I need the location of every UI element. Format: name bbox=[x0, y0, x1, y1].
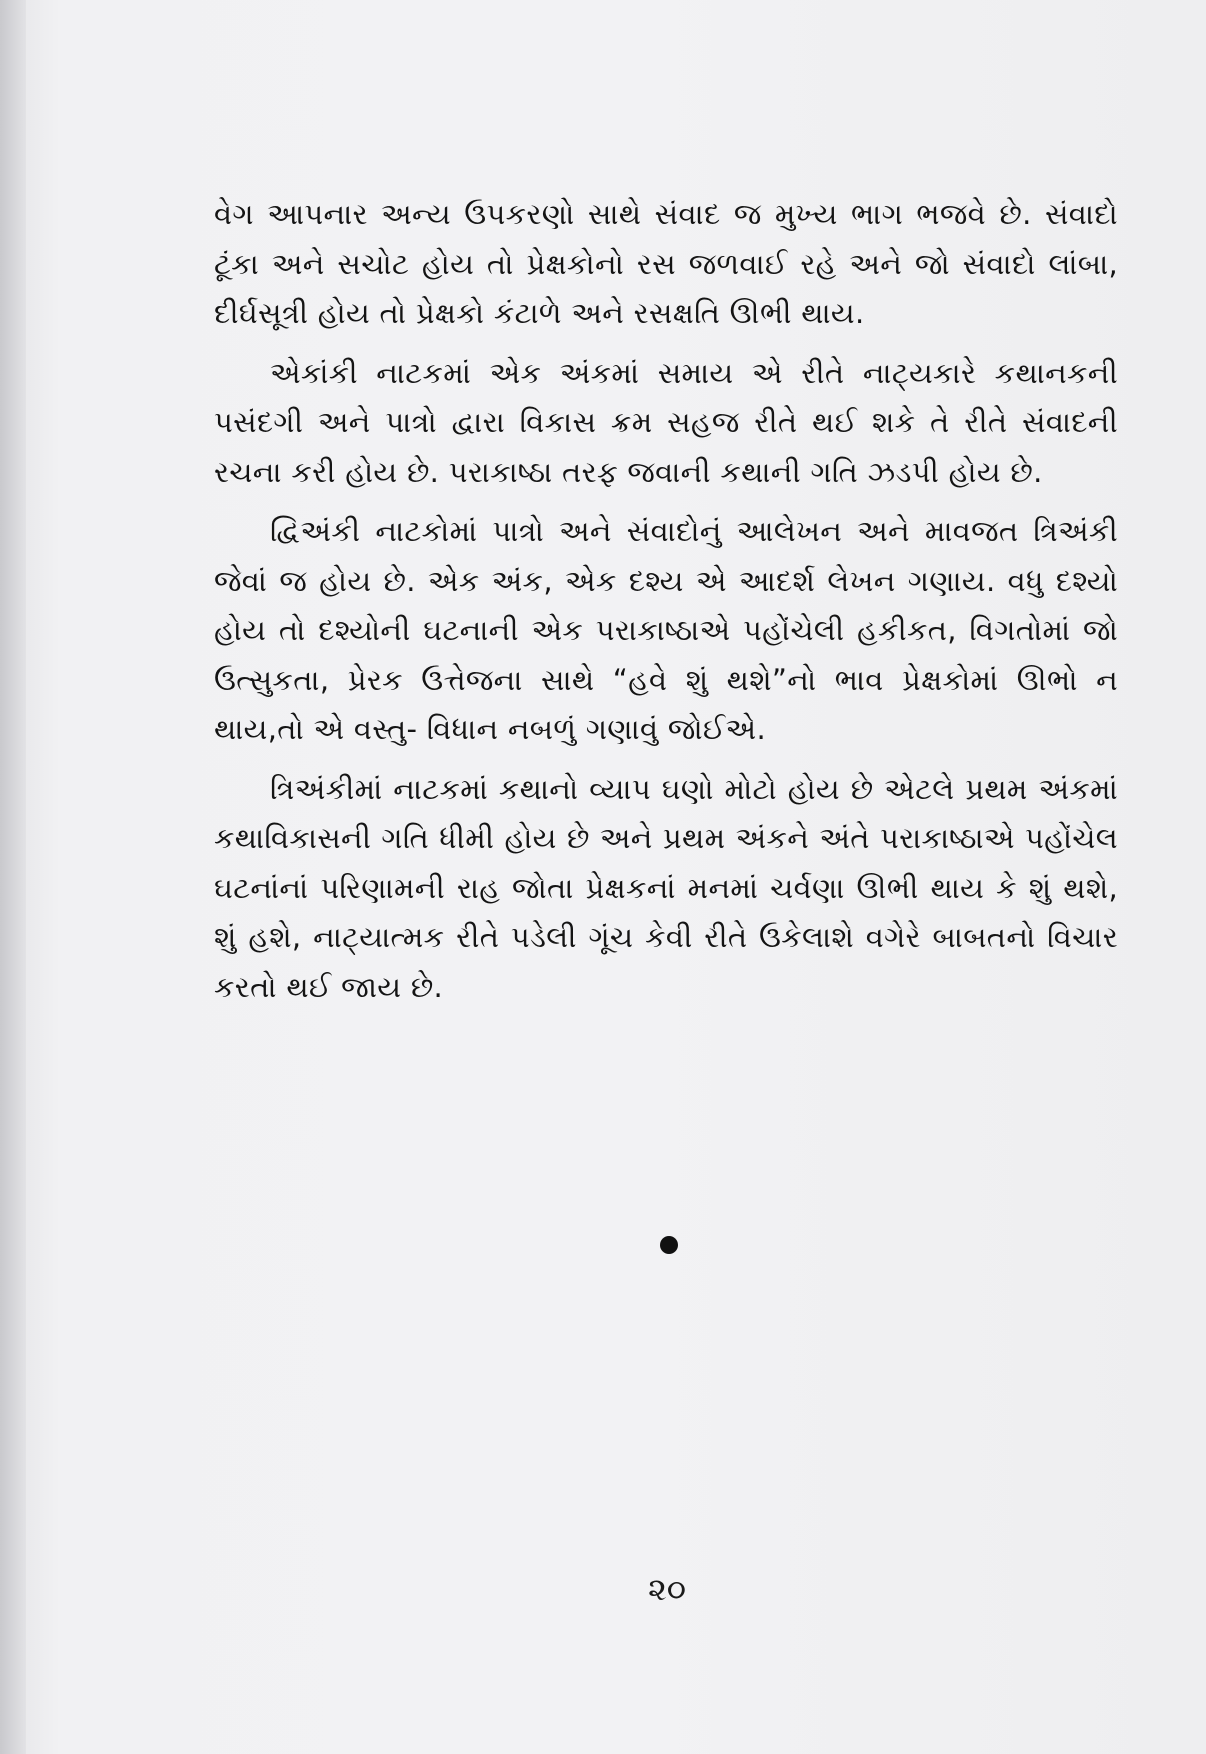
paragraph-1: વેગ આપનાર અન્ય ઉપકરણો સાથે સંવાદ જ મુખ્ય ભાગ ભજવે છે. સંવાદો ટૂંકા અને સચોટ હોય તો પ્રેક્ષકોનો રસ જળવાઈ રહે અને જો સંવાદો લાંબા, દીર્ઘસૂત્રી હોય તો પ્રેક્ષકો કંટાળે અને રસક્ષતિ ઊભી થાય. bbox=[214, 197, 1118, 330]
body-text bbox=[214, 190, 1118, 1022]
section-end-dot-icon bbox=[660, 1236, 678, 1254]
paragraph-2: એકાંકી નાટકમાં એક અંકમાં સમાય એ રીતે નાટ્યકારે કથાનકની પસંદગી અને પાત્રો દ્વારા વિકાસ ક્રમ સહજ રીતે થઈ શકે તે રીતે સંવાદની રચના કરી હોય છે. પરાકાષ્ઠા તરફ જવાની કથાની ગતિ ઝડપી હોય છે. bbox=[214, 355, 1118, 489]
paragraph-3: દ્વિઅંકી નાટકોમાં પાત્રો અને સંવાદોનું આલેખન અને માવજત ત્રિઅંકી જેવાં જ હોય છે. એક અંક, એક દશ્ય એ આદર્શ લેખન ગણાય. વધુ દશ્યો હોય તો દશ્યોની ઘટનાની એક પરાકાષ્ઠાએ પહોંચેલી હકીકત, વિગતોમાં જો ઉત્સુકતા, પ્રેરક ઉત્તેજના સાથે “હવે શું થશે”નો ભાવ પ્રેક્ષકોમાં ઊભો ન થાય,તો એ વસ્તુ- વિધાન નબળું ગણાવું જોઈએ. bbox=[214, 514, 1118, 746]
page-number: ૨૦ bbox=[647, 1570, 687, 1608]
page-gutter-shadow bbox=[0, 0, 26, 1754]
paragraph-4: ત્રિઅંકીમાં નાટકમાં કથાનો વ્યાપ ઘણો મોટો હોય છે એટલે પ્રથમ અંકમાં કથાવિકાસની ગતિ ધીમી હોય છે અને પ્રથમ અંકને અંતે પરાકાષ્ઠાએ પહોંચેલ ઘટનાંનાં પરિણામની રાહ જોતા પ્રેક્ષકનાં મનમાં ચર્વણા ઊભી થાય કે શું થશે, શું હશે, નાટ્યાત્મક રીતે પડેલી ગૂંચ કેવી રીતે ઉકેલાશે વગેરે બાબતનો વિચાર કરતો થઈ જાય છે. bbox=[214, 771, 1118, 1004]
